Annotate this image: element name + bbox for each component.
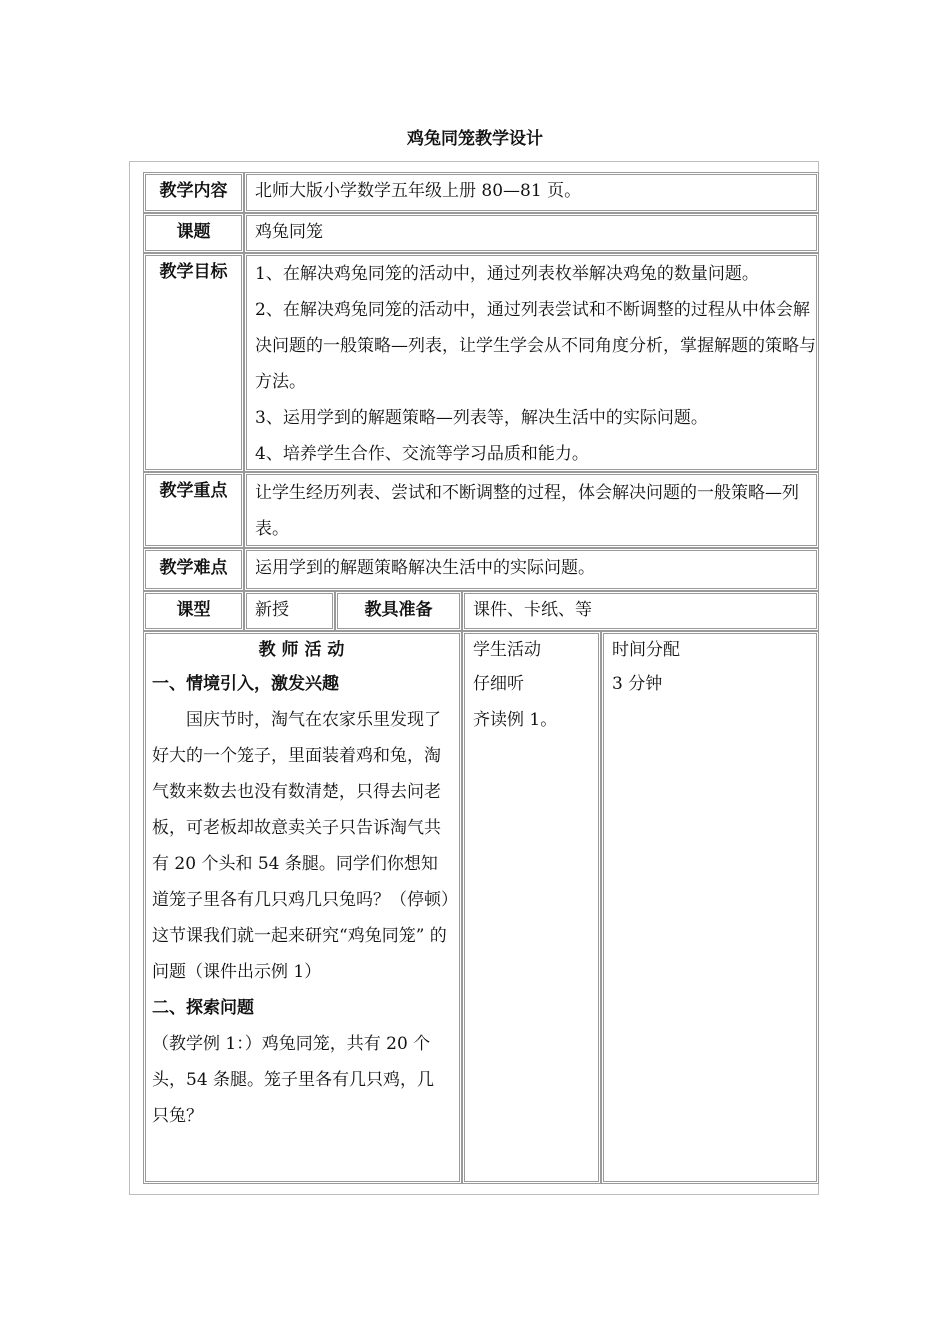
key-value: 让学生经历列表、尝试和不断调整的过程，体会解决问题的一般策略—列表。 <box>244 472 819 548</box>
teacher-activity-header: 教 师 活 动 <box>258 640 345 660</box>
student-item-2: 齐读例 1。 <box>473 710 558 730</box>
goal-item-1: 1、在解决鸡兔同笼的活动中，通过列表枚举解决鸡兔的数量问题。 <box>255 264 759 284</box>
goals-cell <box>244 253 819 472</box>
content-value: 北师大版小学数学五年级上册 80—81 页。 <box>244 172 819 213</box>
goal-item-4: 4、培养学生合作、交流等学习品质和能力。 <box>255 444 589 464</box>
time-header: 时间分配 <box>612 640 680 660</box>
goal-item-3: 3、运用学到的解题策略—列表等，解决生活中的实际问题。 <box>255 408 708 428</box>
key-label: 教学重点 <box>143 472 244 548</box>
student-activity-header: 学生活动 <box>473 640 541 660</box>
goal-item-2: 2、在解决鸡兔同笼的活动中，通过列表尝试和不断调整的过程从中体会解决问题的一般策略—列表，让学生学会从不同角度分析，掌握解题的策略与方法。 <box>255 300 816 392</box>
difficulty-value: 运用学到的解题策略解决生活中的实际问题。 <box>244 548 819 591</box>
time-allocation-cell <box>601 631 819 1184</box>
materials-label: 教具准备 <box>335 591 462 631</box>
type-value: 新授 <box>244 591 335 631</box>
type-label: 课型 <box>143 591 244 631</box>
topic-value: 鸡兔同笼 <box>244 213 819 253</box>
section1-title: 一、情境引入，激发兴趣 <box>152 674 339 694</box>
section2-text: （教学例 1：）鸡兔同笼，共有 20 个头，54 条腿。笼子里各有几只鸡，几只兔？ <box>152 1034 435 1126</box>
time-item-1: 3 分钟 <box>612 674 663 694</box>
goals-label: 教学目标 <box>143 253 244 472</box>
document-title: 鸡兔同笼教学设计 <box>407 129 543 149</box>
student-activity-cell <box>462 631 601 1184</box>
content-label: 教学内容 <box>143 172 244 213</box>
section1-text: 国庆节时，淘气在农家乐里发现了好大的一个笼子，里面装着鸡和兔，淘气数来数去也没有数清楚，只得去问老板，可老板却故意卖关子只告诉淘气共有 20 个头和 54 条腿。同学们你想知道笼子里各有几只鸡几只兔吗？（停顿）这节课我们就一起来研究“鸡兔同笼” 的问题（课件出示例 1） <box>152 710 450 982</box>
materials-value: 课件、卡纸、等 <box>462 591 819 631</box>
section2-title: 二、探索问题 <box>152 998 254 1018</box>
difficulty-label: 教学难点 <box>143 548 244 591</box>
teacher-activity-cell <box>143 631 462 1184</box>
topic-label: 课题 <box>143 213 244 253</box>
student-item-1: 仔细听 <box>473 674 524 694</box>
